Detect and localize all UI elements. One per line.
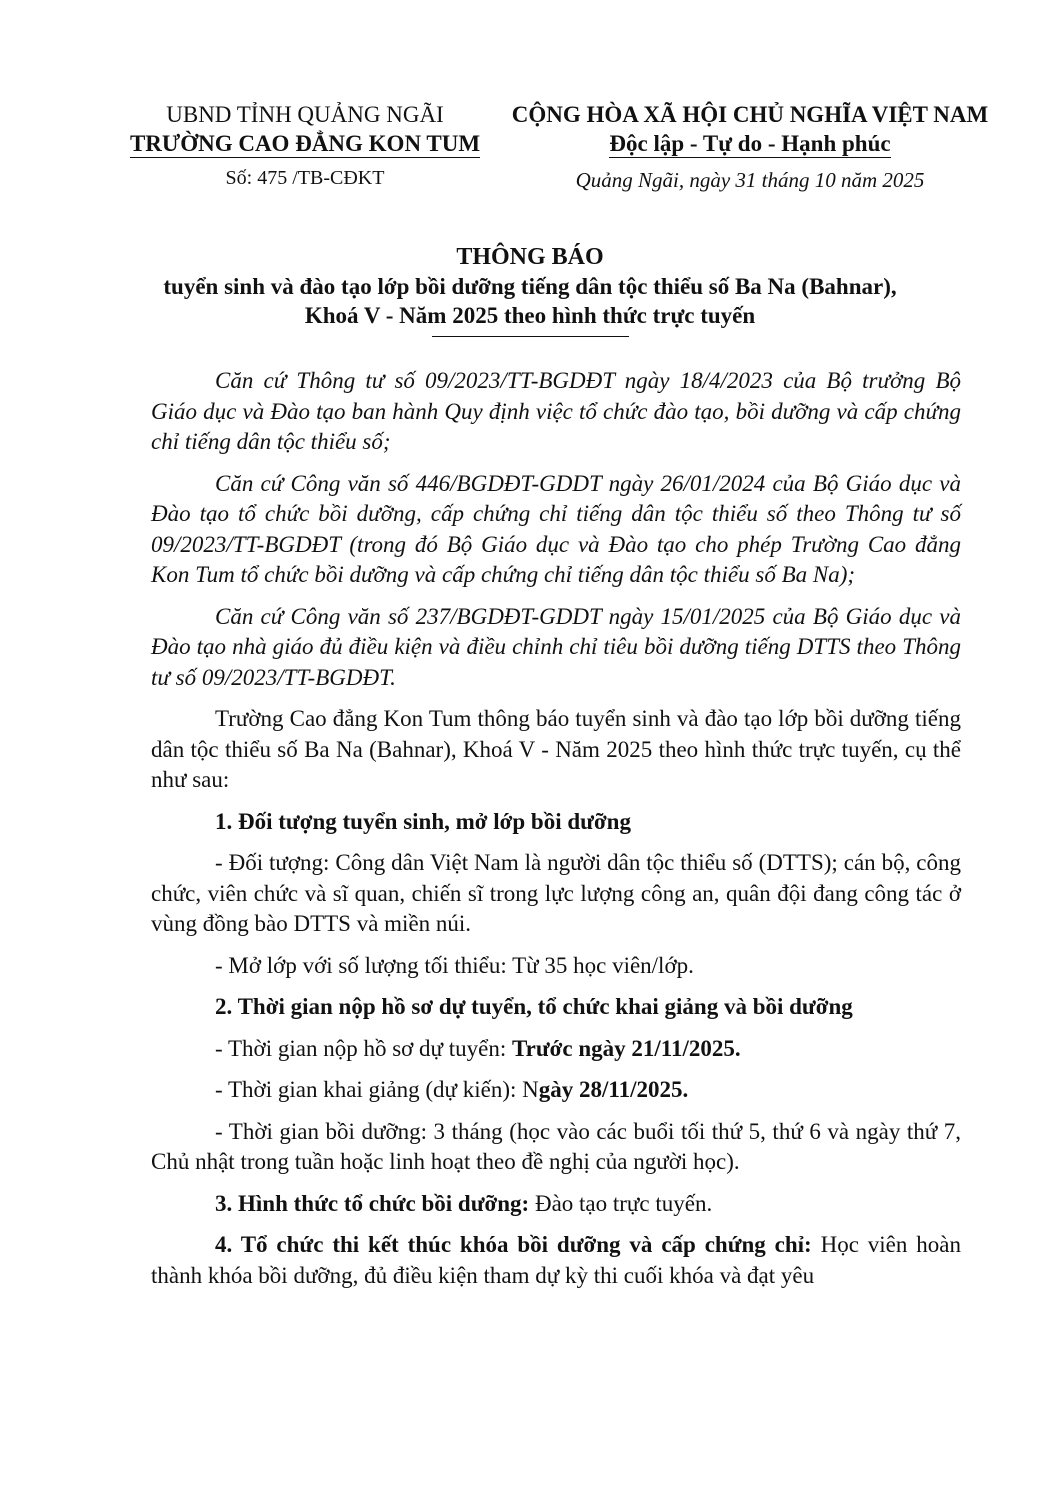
opening-label: - Thời gian khai giảng (dự kiến): N — [215, 1077, 539, 1102]
legal-basis-1: Căn cứ Thông tư số 09/2023/TT-BGDĐT ngày 18/4/2023 của Bộ trưởng Bộ Giáo dục và Đào tạo ban hành Quy định việc tổ chức đào tạo, bồi dưỡng và cấp chứng chỉ tiếng dân tộc thiểu số; — [151, 368, 961, 454]
legal-basis-3: Căn cứ Công văn số 237/BGDĐT-GDDT ngày 15/01/2025 của Bộ Giáo dục và Đào tạo nhà giáo đủ điều kiện và điều chỉnh chỉ tiêu bồi dưỡng tiếng DTTS theo Thông tư số 09/2023/TT-BGDĐT. — [151, 603, 961, 690]
section-2-heading: 2. Thời gian nộp hồ sơ dự tuyển, tổ chức khai giảng và bồi dưỡng — [215, 994, 853, 1019]
legal-basis-2: Căn cứ Công văn số 446/BGDĐT-GDDT ngày 26/01/2024 của Bộ Giáo dục và Đào tạo tổ chức bồi dưỡng, cấp chứng chỉ tiếng dân tộc thiểu số theo Thông tư số 09/2023/TT-BGDĐT (trong đó Bộ Giáo dục và Đào tạo cho phép Trường Cao đẳng Kon Tum tổ chức bồi dưỡng và cấp chứng chỉ tiếng dân tộc thiểu số Ba Na); — [151, 470, 961, 587]
section-4-text: Học viên hoàn thành khóa bồi dưỡng, đủ điều kiện tham dự kỳ thi cuối khóa và đạt yêu — [151, 1232, 961, 1288]
document-number: Số: 475 /TB-CĐKT — [225, 167, 385, 189]
issue-date: Quảng Ngãi, ngày 31 tháng 10 năm 2025 — [575, 168, 925, 192]
authority-name: UBND TỈNH QUẢNG NGÃI — [166, 102, 444, 127]
section-2-opening — [151, 1075, 961, 1106]
section-1-class-size: - Mở lớp với số lượng tối thiểu: Từ 35 học viên/lớp. — [215, 952, 694, 978]
notice-title — [100, 243, 960, 337]
section-4 — [151, 1230, 961, 1291]
section-3-text: Đào tạo trực tuyến. — [529, 1190, 713, 1216]
school-name: TRƯỜNG CAO ĐẲNG KON TUM — [129, 131, 481, 156]
title-line-1: tuyển sinh và đào tạo lớp bồi dưỡng tiếng dân tộc thiểu số Ba Na (Bahnar), — [163, 274, 897, 299]
nation-name: CỘNG HÒA XÃ HỘI CHỦ NGHĨA VIỆT NAM — [511, 102, 989, 127]
apply-deadline: Trước ngày 21/11/2025. — [512, 1035, 741, 1061]
section-1-heading: 1. Đối tượng tuyển sinh, mở lớp bồi dưỡng — [215, 808, 631, 834]
opening-date: gày 28/11/2025. — [538, 1077, 689, 1102]
intro-paragraph: Trường Cao đẳng Kon Tum thông báo tuyển sinh và đào tạo lớp bồi dưỡng tiếng dân tộc thiểu số Ba Na (Bahnar), Khoá V - Năm 2025 theo hình thức trực tuyến, cụ thể như sau: — [151, 706, 961, 792]
title-divider — [432, 336, 629, 337]
section-1-target: - Đối tượng: Công dân Việt Nam là người dân tộc thiểu số (DTTS); cán bộ, công chức, viên chức và sĩ quan, chiến sĩ trong lực lượng công an, quân đội đang công tác ở vùng đồng bào DTTS và miền núi. — [151, 850, 961, 936]
apply-label: - Thời gian nộp hồ sơ dự tuyển: — [215, 1035, 513, 1061]
section-2-duration: - Thời gian bồi dưỡng: 3 tháng (học vào các buổi tối thứ 5, thứ 6 và ngày thứ 7, Chủ nhật trong tuần hoặc linh hoạt theo đề nghị của người học). — [151, 1118, 961, 1174]
section-3-heading: 3. Hình thức tổ chức bồi dưỡng: — [215, 1190, 530, 1216]
section-3 — [151, 1189, 961, 1220]
title-line-2: Khoá V - Năm 2025 theo hình thức trực tuyến — [304, 303, 756, 328]
issuer-block — [115, 100, 495, 190]
national-motto: Độc lập - Tự do - Hạnh phúc — [609, 131, 891, 156]
document-body — [151, 366, 961, 1302]
title-main: THÔNG BÁO — [456, 244, 604, 270]
section-4-heading: 4. Tổ chức thi kết thúc khóa bồi dưỡng và cấp chứng chỉ: — [215, 1232, 812, 1257]
national-heading-block — [500, 100, 1000, 193]
section-2-apply — [151, 1034, 961, 1065]
